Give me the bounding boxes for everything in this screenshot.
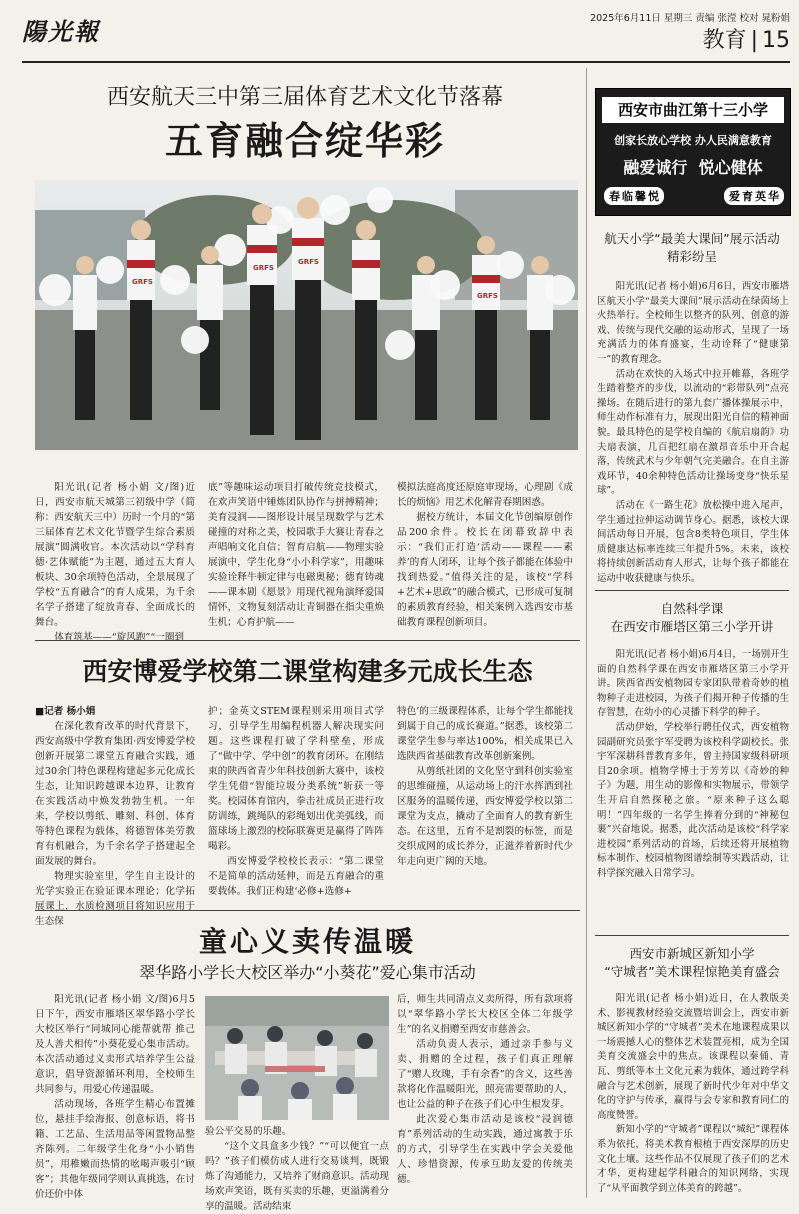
story2-col-3 bbox=[397, 704, 573, 900]
divider bbox=[595, 590, 789, 591]
story3-para: 后，师生共同清点义卖所得，所有款项将以“翠华路小学长大校区全体二年级学生”的名义捐赠至西安市慈善会。 bbox=[397, 994, 573, 1035]
sidebar-a1-body bbox=[597, 280, 789, 585]
divider bbox=[35, 640, 580, 641]
lead-col-1 bbox=[35, 480, 195, 643]
shirt-text: GRFS bbox=[477, 292, 498, 300]
lead-col-3 bbox=[397, 480, 573, 630]
story3-para: 活动负责人表示，通过亲手参与义卖、捐赠的全过程，孩子们真正理解了“赠人玫瑰，手有余香”的含义，这些善款将化作温暖阳光，照亮需要帮助的人，也让公益的种子在孩子们心中生根发芽。 bbox=[397, 1039, 573, 1110]
story2-para: 从剪纸社团的文化坚守到科创实验室的思维碰撞，从运动场上的汗水挥洒到社区服务的温暖传递，西安博爱学校以第二课堂为支点，撬动了全面育人的教育新生态。在这里，五育不是割裂的标签，而是交织成网的成长养分，正滋养着新时代少年走向更广阔的天地。 bbox=[397, 766, 573, 867]
divider bbox=[595, 935, 789, 936]
story3-para: 阳光讯(记者 杨小娟 文/图)6月5日下午，西安市雁塔区翠华路小学长大校区举行“同城同心能帮就帮 推己及人善犬相传”小葵花爱心集市活动。本次活动通过义卖形式培养学生公益意识，倡导资源循环利用，全校师生共同参与，用爱心传递温暖。 bbox=[35, 994, 195, 1095]
sidebar-a2-title bbox=[595, 600, 789, 636]
story3-para: 此次爱心集市活动是该校“浸润德育”系列活动的生动实践，通过寓教于乐的方式，引导学生在实践中学会关爱他人、珍惜资源，传承互助友爱的传统美德。 bbox=[397, 1114, 573, 1185]
tag-char: 馨 bbox=[635, 190, 646, 203]
shirt-text: GRFS bbox=[298, 258, 319, 266]
column-rule bbox=[586, 68, 587, 1198]
story2-para: 物理实验室里，学生自主设计的光学实验正在验证课本理论；化学拓展课上，水质检测项目将知识应用于生态保 bbox=[35, 871, 195, 927]
lead-para: 据校方统计，本届文化节创编原创作品200余件。校长在闭幕致辞中表示：“我们正打造‘活动——课程——素养’的育人闭环，让每个孩子都能在体验中找到热爱。”值得关注的是，该校“学科+艺术+思政”的融合模式，已形成可复制的素质教育经验，相关案例入选西安市基础教育课程创新项目。 bbox=[397, 512, 573, 628]
lead-para: 体育筑基——“旋风跑”“一圈到 bbox=[54, 632, 185, 643]
title-line: 精彩纷呈 bbox=[666, 249, 717, 264]
story3-subhead: 翠华路小学长大校区举办“小葵花”爱心集市活动 bbox=[139, 963, 476, 982]
section-label: 教育 | 15 bbox=[702, 28, 790, 53]
tag-char: 育 bbox=[742, 190, 753, 203]
school-slogan-1: 创家长放心学校 办人民满意教育 bbox=[614, 134, 772, 147]
story2-headline: 西安博爱学校第二课堂构建多元成长生态 bbox=[82, 657, 533, 686]
story3-para: 验公平交易的乐趣。 bbox=[205, 1126, 292, 1137]
sidebar-a2-body bbox=[597, 648, 789, 926]
tag-char: 英 bbox=[755, 190, 766, 203]
school-banner bbox=[595, 88, 791, 216]
story2-para: 护；金英文STEM课程则采用项目式学习，引导学生用编程机器人解决现实问题。这些课程打破了学科壁垒，形成了“做中学、学中创”的教育闭环。在刚结束的陕西省青少年科技创新大赛中，该校学生凭借“智能垃圾分类系统”斩获一等奖。校园体育馆内，拳击社成员正进行攻防训练，跳绳队的彩绳划出优美弧线，而篮球场上激烈的校际联赛更是赢得了阵阵喝彩。 bbox=[208, 706, 384, 852]
slogan-part: 融爱诚行 bbox=[623, 158, 688, 177]
sidebar-para: 活动在《一路生花》放松操中进入尾声，学生通过拉伸运动调节身心。据悉，该校大课间活动每日开展，包含8类特色项目，学生体质健康达标率连续三年提升5%。未来，该校将持续创新活动育人形式，让每个孩子都能在运动中收获健康与快乐。 bbox=[597, 499, 789, 584]
story3-headline: 童心义卖传温暖 bbox=[198, 925, 416, 958]
slogan-part: 悦心健体 bbox=[698, 158, 763, 177]
dateline: 2025年6月11日 星期三 责编 张滢 校对 晁粉娟 bbox=[590, 13, 790, 24]
story3-col-3 bbox=[397, 992, 573, 1192]
tag-char: 临 bbox=[622, 190, 633, 203]
story2-col-2 bbox=[208, 704, 384, 900]
title-line: 自然科学课 bbox=[660, 601, 724, 616]
lead-kicker: 西安航天三中第三届体育艺术文化节落幕 bbox=[106, 85, 503, 110]
tag-group bbox=[724, 187, 784, 205]
lead-para: 底”等趣味运动项目打破传统竞技模式，在欢声笑语中锤炼团队协作与拼搏精神；美育浸润——图形设计展呈现数学与艺术碰撞的对称之美，校园歌手大赛让青春之声唱响文化自信；智育启航——物理实验展演中，学生化身“小小科学家”，用趣味实验诠释牛顿定律与电磁奥秘；德育铸魂——课本剧《愿景》用现代视角演绎爱国情怀，文物复刻活动让青铜器在指尖重焕生机；心育护航—— bbox=[208, 482, 384, 628]
story2-byline: ■记者 杨小娟 bbox=[35, 706, 96, 717]
lead-para: 模拟法庭高度还原庭审现场，心理剧《成长的烦恼》用艺术化解青春期困惑。 bbox=[397, 482, 573, 508]
school-tags bbox=[604, 187, 784, 205]
tag-char: 华 bbox=[768, 190, 779, 203]
story2-para: 特色’的三级课程体系，让每个学生都能找到属于自己的成长赛道。”据悉，该校第二课堂学生参与率达100%，相关成果已入选陕西省基础教育改革创新案例。 bbox=[397, 706, 573, 762]
sidebar-para: 阳光讯(记者 杨小娟)6月6日，西安市雁塔区航天小学“最美大课间”展示活动在绿茵场上火热举行。全校师生以整齐的队列、创意的游戏、传统与现代交融的运动形式，呈现了一场充满活力的体育盛宴，生动诠释了“健康第一”的教育理念。 bbox=[597, 281, 789, 365]
section-name: 教育 bbox=[702, 28, 747, 53]
school-name: 西安市曲江第十三小学 bbox=[602, 97, 784, 123]
tag-group bbox=[604, 187, 664, 205]
school-slogan-2 bbox=[596, 155, 790, 178]
tag-char: 春 bbox=[609, 190, 620, 203]
lead-col-2 bbox=[208, 480, 384, 630]
sidebar-a3-title bbox=[595, 945, 789, 981]
lead-para: 阳光讯(记者 杨小娟 文/图)近日，西安市航天城第三初级中学（简称：西安航天三中）历时一个月的“第三届体育艺术文化节暨学生综合素质展演”圆满收官。本次活动以“学科育德·艺体赋能”为主题，通过五大育人板块、30余项特色活动，全景展现了学校“五育融合”的育人成果，为千余名学子搭建了绽放青春、全面成长的舞台。 bbox=[35, 482, 195, 628]
tag-char: 悦 bbox=[648, 190, 659, 203]
page-number: 15 bbox=[762, 28, 790, 53]
lead-headline: 五育融合绽华彩 bbox=[164, 119, 445, 163]
title-line: 西安市新城区新知小学 bbox=[629, 946, 755, 961]
lead-photo bbox=[35, 180, 578, 450]
masthead-logo: 陽光報 bbox=[22, 17, 100, 46]
story3-col-2 bbox=[205, 1124, 389, 1212]
story2-col-1 bbox=[35, 704, 195, 927]
sidebar-para: 活动伊始，学校举行聘任仪式，西安植物园副研究员张宇军受聘为该校科学副校长。张宇军深耕科普教育多年，曾主持国家级科研项目20余项。植物学博士于芳芳以《奇妙的种子》为题，用生动的影像和实物展示，带领学生开启自然探秘之旅。“原来种子这么聪明！”四年级的一名学生捧着分到的“神秘包裹”兴奋地说。据悉，此次活动是该校“科学家进校园”系列活动的首场，后续还将开展植物标本制作、校园植物图谱绘制等实践活动，让科学探究融入日常学习。 bbox=[597, 721, 789, 879]
title-line: 航天小学“最美大课间”展示活动 bbox=[604, 231, 780, 246]
story3-photo bbox=[205, 996, 389, 1120]
story2-para: 在深化教育改革的时代背景下，西安高级中学教育集团·西安博爱学校创新开展第二课堂五育融合实践，通过30余门特色课程构建起多元化成长生态，让知识跨越课本边界，让教育在实践活动中焕发勃勃生机。一年来，学校以剪纸、雕刻、科创、体育等特色课程为载体，将德智体美劳教育有机融合，为千余名学子搭建起全面发展的舞台。 bbox=[35, 721, 195, 867]
sidebar-para: 阳光讯(记者 杨小娟)6月4日，一场别开生面的自然科学课在西安市雁塔区第三小学开讲。陕西省西安植物园专家团队带着奇妙的植物种子走进校园，为孩子们揭开种子传播的生存智慧，在幼小的心灵播下科学的种子。 bbox=[597, 649, 789, 719]
masthead-rule bbox=[22, 61, 790, 63]
title-line: 在西安市雁塔区第三小学开讲 bbox=[610, 619, 774, 634]
story3-col-1 bbox=[35, 992, 195, 1200]
shirt-text: GRFS bbox=[132, 278, 153, 286]
title-line: “守城者”美术课程惊艳美育盛会 bbox=[604, 964, 780, 979]
shirt-text: GRFS bbox=[253, 264, 274, 272]
story2-para: 西安博爱学校校长表示：“第二课堂不是简单的活动延伸，而是五育融合的重要载体。我们正构建‘必修+选修+ bbox=[208, 856, 384, 897]
sidebar-a1-title bbox=[595, 230, 789, 266]
divider bbox=[35, 910, 580, 911]
sidebar-para: 阳光讯(记者 杨小娟)近日，在人教版美术、影视教材经验交流暨培训会上，西安市新城区新知小学的“守城者”美术在地课程成果以一场震撼人心的整体艺术装置亮相，成为全国美育交流盛会中的焦点。该课程以秦俑、青瓦、剪纸等本土文化元素为载体，通过跨学科融合与艺术创新，展现了新时代少年对中华文化的守护与传承，赢得与会专家和教育同仁的高度赞誉。 bbox=[597, 993, 789, 1121]
sidebar-a3-body bbox=[597, 992, 789, 1199]
story3-para: 活动现场，各班学生精心布置摊位，悬挂手绘海报、创意标语，将书籍、工艺品、生活用品等闲置物品整齐陈列。二年级学生化身“小小销售员”，用稚嫩而热情的吆喝声吸引“顾客”；其他年级同学则认真挑选，在讨价还价中体 bbox=[35, 1099, 195, 1200]
sidebar-para: 活动在欢快的入场式中拉开帷幕，各班学生踏着整齐的步伐，以流动的“彩带队列”点亮操场。在随后进行的第九套广播体操展示中，师生动作标准有力，展现出阳光自信的精神面貌。最具特色的是学校自编的《航启扇韵》功夫扇表演，几百把红扇在激昂音乐中开合起落，传统武术与少年朝气完美融合。在自主游戏环节，40余种特色活动让操场变身“快乐星球”。 bbox=[597, 368, 789, 497]
sidebar-para: 新知小学的“守城者”课程以“城纪”课程体系为依托，将美术教育根植于西安深厚的历史文化土壤。这些作品不仅展现了孩子们的艺术才华，更构建起学科融合的知识网络，实现了“从平面教学到立体美育的跨越”。 bbox=[597, 1124, 789, 1194]
story3-para: “这个文具盒多少钱？”“可以便宜一点吗？”孩子们模仿成人进行交易谈判，既锻炼了沟通能力，又培养了财商意识。活动现场欢声笑语，既有买卖的乐趣，更溢满着分享的温暖。活动结束 bbox=[205, 1141, 389, 1212]
tag-char: 爱 bbox=[729, 190, 740, 203]
